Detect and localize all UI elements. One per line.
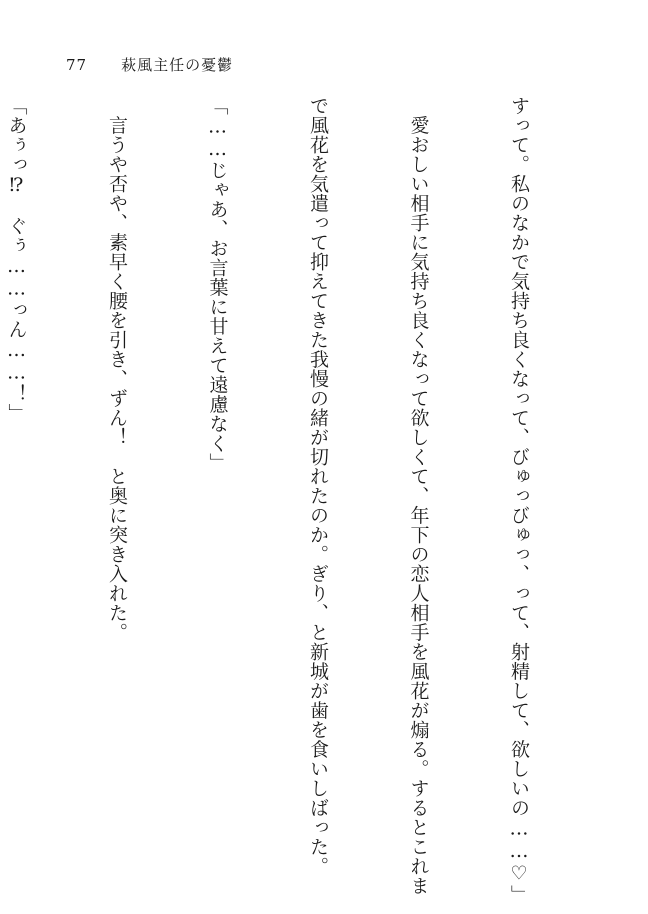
body-text xyxy=(0,96,602,905)
text-line: で風花を気遣って抑えてきた我慢の緒が切れたのか。ぎり、と新城が歯を食いしばった。 xyxy=(307,96,329,876)
text-line: 「……じゃあ、お言葉に甘えて遠慮なく」 xyxy=(206,96,229,473)
page-header xyxy=(66,54,233,75)
text-line: 「あぅっ⁉ ぐぅ……っん……！」 xyxy=(5,96,28,423)
text-line: 愛おしい相手に気持ち良くなって欲しくて、年下の恋人相手を風花が煽る。するとこれま xyxy=(407,96,430,896)
text-line: すって。私のなかで気持ち良くなって、びゅっびゅっ、って、射精して、欲しいの……♡」 xyxy=(508,96,530,905)
page-number: 77 xyxy=(66,56,88,74)
text-line: 言うや否や、素早く腰を引き、ずん！ と奥に突き入れた。 xyxy=(106,96,128,642)
running-title: 萩風主任の憂鬱 xyxy=(121,56,234,74)
